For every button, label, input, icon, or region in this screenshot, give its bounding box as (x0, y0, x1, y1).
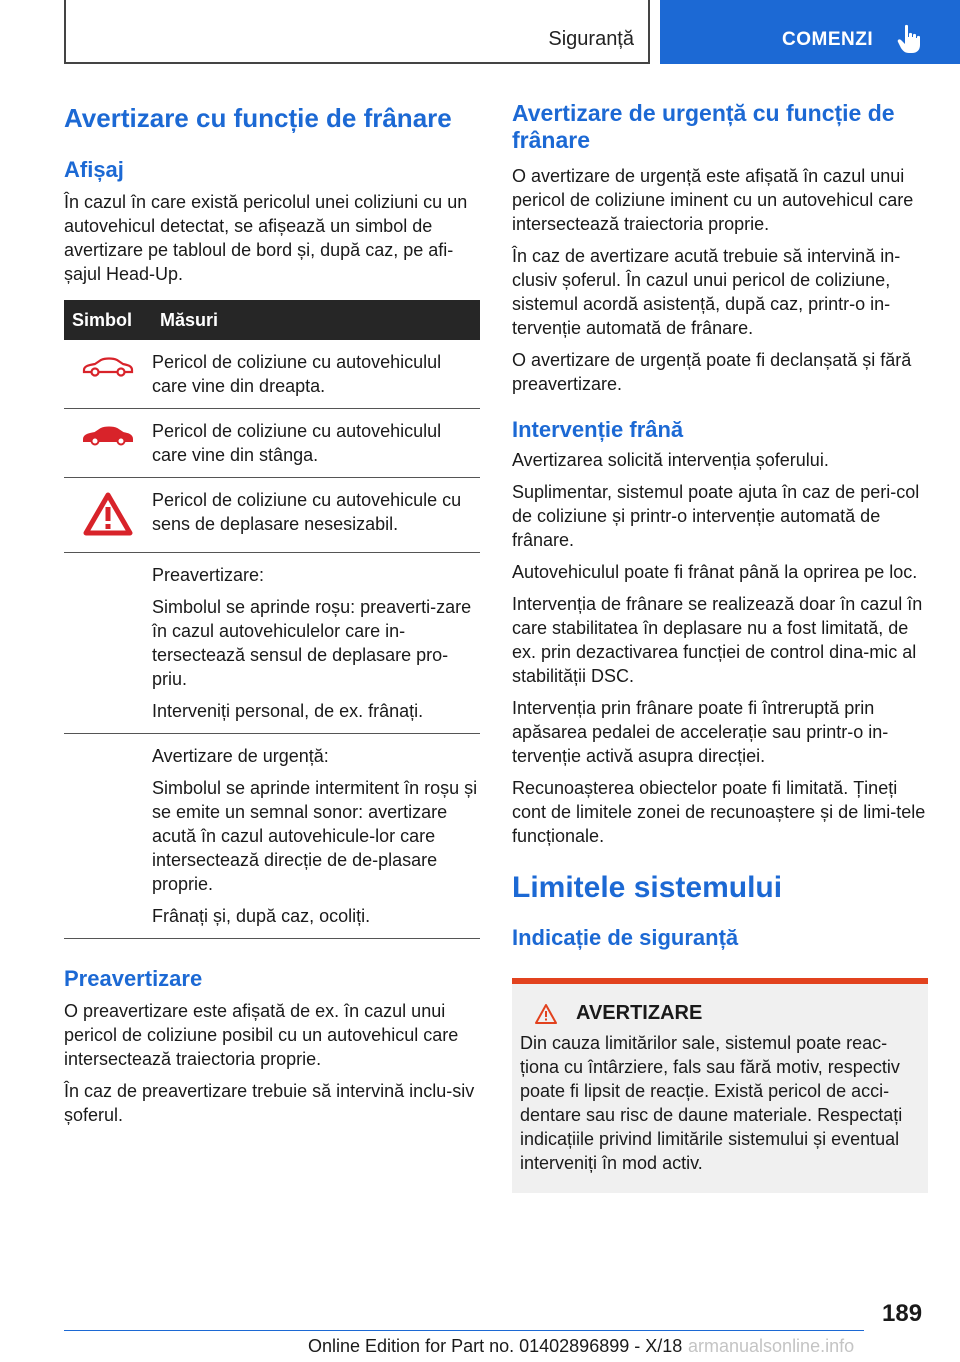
row-text: Pericol de coliziune cu autovehiculul care vine din stânga. (152, 421, 442, 465)
edition-text: Online Edition for Part no. 01402896899 - X/18 (308, 1336, 683, 1356)
row-text: Pericol de coliziune cu autovehiculul care vine din dreapta. (152, 352, 442, 396)
row-text: Preavertizare: (152, 565, 265, 585)
row-text: Pericol de coliziune cu autovehicule cu sens de deplasare nesesizabil. (152, 490, 462, 534)
car-icon (80, 423, 136, 447)
right-column (512, 100, 928, 1193)
display-heading: Afișaj (64, 157, 124, 182)
row-text: Simbolul se aprinde roșu: preaverti‐zare în cazul autovehiculelor care in‐tersectează sensul de deplasare pro‐priu. (152, 597, 472, 689)
brake-paragraph-1: Avertizarea solicită intervenția șoferului. (512, 450, 829, 470)
car-icon (80, 354, 136, 378)
left-column (64, 100, 480, 1135)
footer-divider (64, 1330, 864, 1331)
section-heading-brake-warning: Avertizare cu funcție de frânare (64, 103, 452, 133)
table-row (64, 478, 480, 553)
watermark-text: armanualsonline.info (688, 1336, 855, 1356)
brake-paragraph-2: Suplimentar, sistemul poate ajuta în caz de peri‐col de coliziune și printr-o intervenție automată de frânare. (512, 482, 920, 550)
emergency-paragraph-2: În caz de avertizare acută trebuie să intervină in‐clusiv șoferul. În cazul unui pericol de coliziune, sistemul acordă asistență, după caz, printr-o in‐tervenție automată de frânare. (512, 246, 901, 338)
section-title: Siguranță (548, 28, 634, 50)
system-limits-heading: Limitele sistemului (512, 871, 783, 904)
prewarning-paragraph-1: O preavertizare este afișată de ex. în cazul unui pericol de coliziune posibil cu un autovehicul care intersectează traiectoria proprie. (64, 1001, 459, 1069)
table-row (64, 734, 480, 939)
section-heading-emergency-warning: Avertizare de urgență cu funcție de frânare (512, 100, 895, 153)
warning-triangle-icon (83, 492, 133, 536)
safety-note-heading: Indicație de siguranță (512, 925, 739, 950)
brake-paragraph-6: Recunoașterea obiectelor poate fi limitată. Țineți cont de limitele zonei de recunoaștere și de limi‐tele funcționale. (512, 778, 926, 846)
chapter-tab[interactable] (660, 0, 960, 64)
table-row (64, 409, 480, 478)
warning-triangle-icon (534, 1003, 558, 1025)
warning-box (512, 978, 928, 1193)
page-number: 189 (882, 1300, 923, 1327)
display-paragraph: În cazul în care există pericolul unei coliziuni cu un autovehicul detectat, se afișează un simbol de avertizare pe tabloul de bord și, după caz, pe afi‐șajul Head-Up. (64, 192, 468, 284)
brake-paragraph-3: Autovehiculul poate fi frânat până la oprirea pe loc. (512, 562, 918, 582)
chapter-label: COMENZI (782, 29, 874, 50)
header-section-box (64, 0, 650, 64)
brake-paragraph-5: Intervenția prin frânare poate fi întreruptă prin apăsarea pedalei de accelerație sau printr-o in‐tervenție activă asupra direcției. (512, 698, 889, 766)
emergency-paragraph-3: O avertizare de urgență poate fi declanșată și fără preavertizare. (512, 350, 912, 394)
row-text: Avertizare de urgență: (152, 746, 329, 766)
row-text: Simbolul se aprinde intermitent în roșu și se emite un semnal sonor: avertizare acută în cazul autovehicule‐lor care intersectează direcție de de‐plasare proprie. (152, 778, 478, 894)
table-row (64, 553, 480, 734)
prewarning-paragraph-2: În caz de preavertizare trebuie să intervină inclu‐siv șoferul. (64, 1081, 475, 1125)
row-text: Frânați și, după caz, ocoliți. (152, 906, 371, 926)
table-row (64, 340, 480, 409)
emergency-paragraph-1: O avertizare de urgență este afișată în cazul unui pericol de coliziune iminent cu un autovehicul care intersectează traiectoria proprie. (512, 166, 914, 234)
row-text: Interveniți personal, de ex. frânați. (152, 701, 424, 721)
brake-intervention-heading: Intervenție frână (512, 417, 684, 442)
pointing-hand-icon (896, 24, 924, 54)
warning-title: AVERTIZARE (576, 1002, 703, 1024)
prewarning-heading: Preavertizare (64, 966, 203, 991)
warning-text: Din cauza limitărilor sale, sistemul poate reac‐ționa cu întârziere, fals sau fără motiv, respectiv poate fi lipsit de reacție. Există pericol de acci‐dentare sau risc de daune materiale. Respectați indicațiile privind limitările sistemului și eventual interveniți în mod activ. (520, 1033, 903, 1173)
brake-paragraph-4: Intervenția de frânare se realizează doar în cazul în care stabilitatea în deplasare nu a fost limitată, de ex. prin dezactivarea funcției de control dina‐mic al stabilității DSC. (512, 594, 923, 686)
symbol-table (64, 300, 480, 939)
table-header-measures: Măsuri (152, 300, 480, 340)
table-header-symbol: Simbol (64, 300, 152, 340)
